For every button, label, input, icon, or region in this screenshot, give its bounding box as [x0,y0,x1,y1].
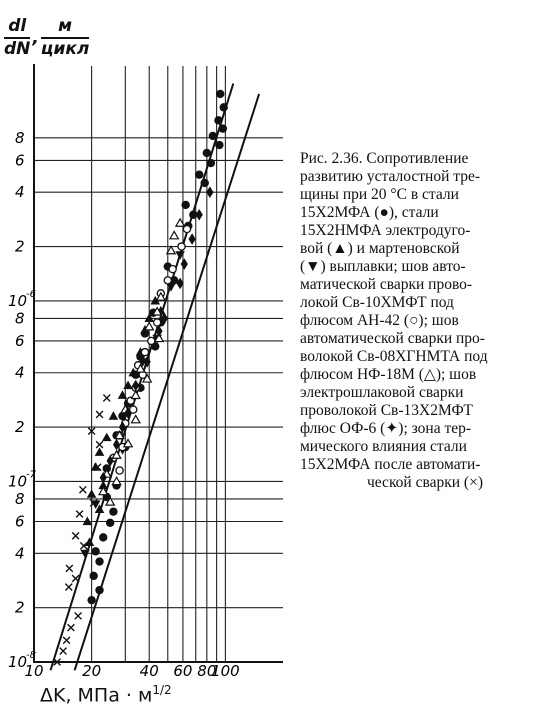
filled-circle-point [219,124,227,132]
y-tick-label: 10 [8,653,28,671]
y-tick-label: 2 [15,598,25,617]
filled-circle-point [203,149,211,157]
cross-point [76,511,83,518]
caption-line: 15Х2МФА после автомати- [300,456,481,473]
caption-line: (▼) выплавки; шов авто- [300,258,466,275]
x-tick-label: 20 [82,662,102,680]
filled-circle-point [109,507,117,515]
x-tick-label: 40 [139,662,159,680]
x-tick-label: 60 [173,662,193,680]
y-tick-label: 8 [15,128,25,147]
filled-triangle-point [95,447,105,456]
caption-line: вой (▲) и мартеновской [300,240,460,257]
x-axis-label-exponent: 1/2 [152,683,172,697]
filled-circle-point [89,572,97,580]
caption-line: флюс ОФ-6 (✦); зона тер- [300,420,472,437]
y-tick-label: 10 [8,472,28,491]
x-tick-label: 100 [211,662,240,680]
caption-line: развитию усталостной тре- [300,168,480,185]
y-tick-label: 2 [15,418,25,437]
y-units-numerator: м [41,18,90,39]
filled-circle-point [106,519,114,527]
cross-point [68,624,75,631]
y-tick-exponent: -8 [26,650,36,661]
filled-circle-point [215,141,223,149]
y-tick-label: 2 [15,237,25,256]
caption-line: матической сварки прово- [300,276,473,293]
cross-point [66,565,73,572]
x-tick-label: 10 [24,662,44,680]
filled-triangle-point [83,517,93,526]
open-circle-point [178,243,185,250]
filled-diamond-point [188,233,195,245]
cross-point [60,648,67,655]
scatter-band-line-lower [75,94,259,670]
y-numerator: dl [4,18,30,39]
caption-line: 15Х2МФА (●), стали [300,204,439,221]
x-axis-label [40,683,172,706]
y-tick-label: 4 [15,544,25,563]
y-axis-label: $\frac{dl}{dN}$ , $\frac{м}{\text{цикл}}$ [4,16,90,59]
caption-line: флюсом НФ-18М (△); шов [300,366,477,383]
cross-point [72,532,79,539]
filled-circle-point [87,596,95,604]
open-circle-point [148,337,155,344]
caption-line: Рис. 2.36. Сопротивление [300,150,469,167]
filled-circle-point [181,201,189,209]
caption-line: 15Х2НМФА электродуго- [300,222,471,239]
cross-point [96,441,103,448]
open-triangle-point [132,415,140,422]
y-tick-label: 6 [15,512,25,531]
caption-line: мического влияния стали [300,438,467,455]
y-tick-label: 4 [15,363,25,382]
cross-point [63,637,70,644]
caption-line: электрошлаковой сварки [300,384,464,401]
y-units-denominator: цикл [40,39,90,59]
cross-point [103,395,110,402]
cross-point [72,575,79,582]
y-tick-label: 8 [15,489,25,508]
filled-circle-point [207,159,215,167]
filled-circle-point [209,132,217,140]
cross-point [79,486,86,493]
y-tick-exponent: -6 [26,288,36,300]
caption-line: волокой Св-08ХГНМТА под [300,348,488,365]
y-tick-label: 4 [15,183,25,202]
caption-line: автоматической сварки про- [300,330,485,347]
filled-circle-point [220,103,228,111]
caption-line: щины при 20 °С в стали [300,186,459,203]
figure-caption [300,150,550,492]
filled-triangle-point [123,380,133,389]
cross-point [65,584,72,591]
cross-point [75,613,82,620]
y-tick-label: 10 [8,291,28,310]
filled-circle-point [216,90,224,98]
y-fraction [4,18,30,58]
cross-point [96,411,103,418]
filled-circle-point [201,179,209,187]
filled-circle-point [91,547,99,555]
y-tick-label: 8 [15,309,25,328]
y-denominator: dN [4,39,31,59]
caption-line: флюсом АН-42 (○); шов [300,312,459,329]
x-tick-label: 80 [197,662,217,680]
open-circle-point [169,266,176,273]
open-triangle-point [132,391,140,398]
filled-circle-point [95,557,103,565]
open-circle-point [141,349,148,356]
filled-triangle-point [102,433,112,442]
open-circle-point [164,277,171,284]
x-axis-label-text: ΔK, МПа · м [40,684,153,707]
filled-triangle-point [85,537,95,546]
filled-circle-point [214,116,222,124]
y-units [41,18,90,58]
y-tick-label: 6 [15,151,25,170]
open-circle-point [116,467,123,474]
caption-line: ческой сварки (×) [367,474,483,491]
filled-triangle-point [87,489,97,498]
filled-circle-point [95,586,103,594]
open-triangle-point [170,231,178,238]
caption-line: локой Св-10ХМФТ под [300,294,454,311]
filled-diamond-point [181,258,188,270]
filled-down-triangle-point [80,550,90,559]
y-tick-label: 6 [15,331,25,350]
caption-line: проволокой Св-13Х2МФТ [300,402,473,419]
open-triangle-point [145,322,153,329]
open-circle-point [154,319,161,326]
filled-circle-point [99,533,107,541]
filled-diamond-point [196,209,203,221]
y-tick-exponent: -7 [26,469,36,481]
filled-triangle-point [109,411,119,420]
filled-circle-point [195,171,203,179]
